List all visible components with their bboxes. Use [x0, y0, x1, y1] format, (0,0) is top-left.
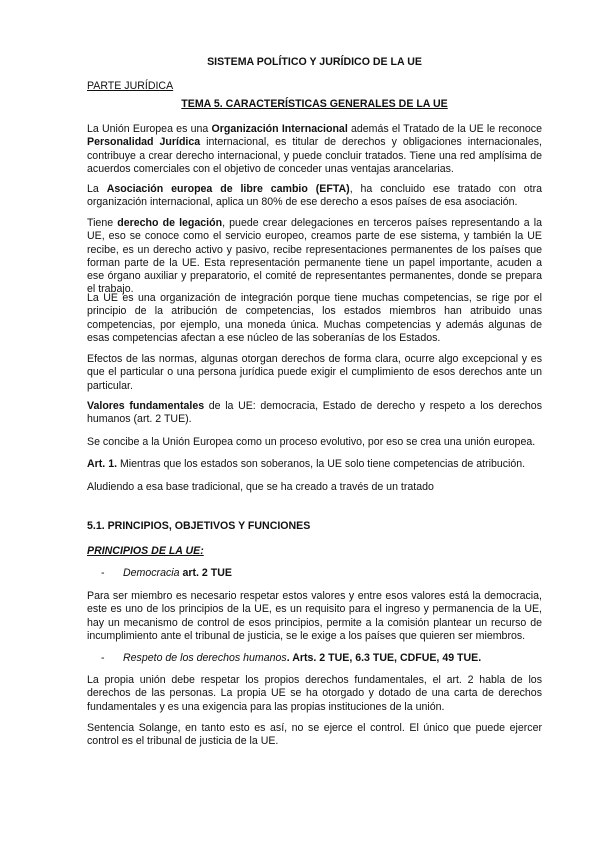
- bullet-dash: -: [101, 652, 105, 664]
- text: La: [87, 183, 107, 195]
- paragraph-derechos: La propia unión debe respetar los propios derechos fundamentales, el art. 2 habla de los derechos de las personas. La propia UE se ha otorgado y dotado de una carta de derechos fundamentales y es una exigencia para las propias instituciones de la unión.: [87, 674, 542, 713]
- text: , ha concluido ese tratado con otra organización internacional, aplica un 80% de ese derecho a esos países de esa asociación.: [87, 183, 542, 209]
- italic-term: Respeto de los derechos humanos: [123, 652, 287, 664]
- bullet-dash: -: [101, 567, 105, 579]
- bold-term: Organización Internacional: [211, 123, 348, 135]
- text: además el Tratado de la UE le reconoce: [347, 123, 542, 135]
- part-heading: PARTE JURÍDICA: [87, 80, 174, 92]
- bold-term: Personalidad Jurídica: [87, 136, 201, 149]
- text: La Unión Europea es una: [87, 123, 212, 135]
- text: Mientras que los estados son soberanos, la UE solo tiene competencias de atribución.: [117, 458, 526, 470]
- bullet-text: [123, 567, 232, 580]
- bullet-text: [123, 652, 481, 665]
- topic-title: TEMA 5. CARACTERÍSTICAS GENERALES DE LA UE: [181, 98, 448, 110]
- paragraph-valores: [87, 400, 542, 427]
- paragraph-integracion: La UE es una organización de integración porque tiene muchas competencias, se rige por el principio de la atribución de competencias, los estados miembros han atribuido unas competencias, por ejemplo, una moneda única. Muchas competencias y además algunas de esas competencias afectan a ese núcleo de las soberanías de los Estados.: [87, 292, 542, 344]
- document-title: SISTEMA POLÍTICO Y JURÍDICO DE LA UE: [207, 56, 422, 68]
- bold-term: art. 2 TUE: [179, 567, 232, 579]
- paragraph-solange: Sentencia Solange, en tanto esto es así, no se ejerce el control. El único que puede ejercer control es el tribunal de justicia de la UE.: [87, 722, 542, 748]
- bold-term: Art. 1.: [87, 458, 118, 470]
- text: , puede crear delegaciones en terceros países representando a la UE, eso se conoce como el servicio europeo, creamos parte de ese sistema, y también la UE recibe, es un derecho activo y pasivo, recibe representaciones permanentes de los países que forman parte de la UE. Esta representación permanente tiene un papel importante, acuden a ese órgano auxiliar y preparatorio, el comité de representantes permanentes, donde se prepara el trabajo.: [87, 217, 542, 296]
- section-title: 5.1. PRINCIPIOS, OBJETIVOS Y FUNCIONES: [87, 520, 311, 532]
- paragraph-intro: [87, 123, 542, 176]
- bold-term: . Arts. 2 TUE, 6.3 TUE, CDFUE, 49 TUE.: [286, 652, 482, 664]
- text: de la UE: democracia, Estado de derecho y respeto a los derechos humanos (art. 2 TUE).: [87, 400, 542, 426]
- paragraph-democracia: Para ser miembro es necesario respetar estos valores y entre esos valores está la democracia, este es uno de los principios de la UE, es un requisito para el ingreso y permanencia de la UE, hay un mecanismo de control de esos principios, permite a la comisión plantear un recurso de incumplimiento ante el tribunal de justicia, se le exige a los países que quieren ser miembros.: [87, 590, 542, 642]
- bold-term: derecho de legación: [117, 217, 223, 229]
- paragraph-legacion: [87, 217, 542, 297]
- text: internacional, es titular de derechos y obligaciones internacionales, contribuye a crear derecho internacional, y puede concluir tratados. Tiene una red amplísima de acuerdos comerciales con el objetivo de conceder unas ventajas arancelarias.: [87, 136, 542, 175]
- paragraph-efectos: Efectos de las normas, algunas otorgan derechos de forma clara, ocurre algo excepcional y es que el particular o una persona jurídica puede exigir el cumplimiento de esos derechos ante un particular.: [87, 353, 542, 392]
- paragraph-art1: [87, 458, 542, 471]
- bold-term: Asociación europea de libre cambio (EFTA): [106, 183, 350, 195]
- paragraph-proceso: Se concibe a la Unión Europea como un proceso evolutivo, por eso se crea una unión europea.: [87, 436, 536, 448]
- bold-term: Valores fundamentales: [87, 400, 205, 412]
- text: Tiene: [87, 217, 118, 229]
- paragraph-base: Aludiendo a esa base tradicional, que se ha creado a través de un tratado: [87, 481, 434, 493]
- paragraph-efta: [87, 183, 542, 210]
- principles-title: PRINCIPIOS DE LA UE:: [87, 545, 204, 557]
- italic-term: Democracia: [123, 567, 180, 579]
